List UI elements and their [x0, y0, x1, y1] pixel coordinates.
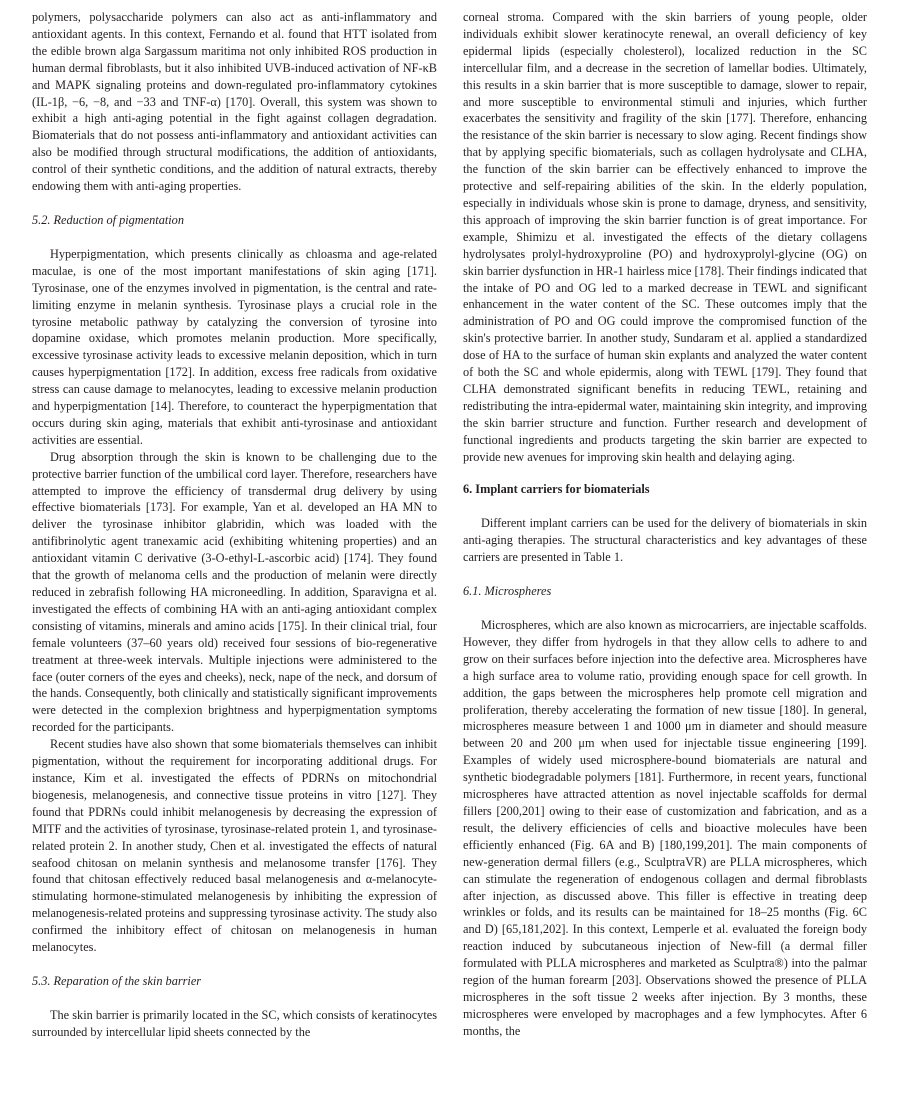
paragraph: The skin barrier is primarily located in the SC, which consists of keratinocytes surrounded by intercellular lipid sheets connected by the: [32, 1007, 437, 1039]
paragraph: Different implant carriers can be used for the delivery of biomaterials in skin anti-aging therapies. The structural characteristics and key advantages of these carriers are presented in Table 1.: [463, 516, 867, 565]
right-column: [463, 9, 867, 1040]
section-heading: 5.3. Reparation of the skin barrier: [32, 973, 202, 988]
subsection-heading: 6.1. Microspheres: [463, 584, 552, 599]
paragraph: Drug absorption through the skin is known to be challenging due to the protective barrier function of the umbilical cord layer. Therefore, researchers have attempted to improve the efficiency of transdermal drug delivery by using effective biomaterials [173]. For example, Yan et al. developed an HA MN to deliver the tyrosinase inhibitor glabridin, which was loaded with the antifibrinolytic agent tranexamic acid (exhibiting whitening properties) and an antioxidant vitamin C derivative (3-O-ethyl-L-ascorbic acid) [174]. They found that the growth of melanoma cells and the production of melanin were directly reduced in zebrafish following HA microneedling. In addition, Sparavigna et al. investigated the effects of combining HA with an anti-aging antioxidant complex consisting of vitamins, minerals and amino acids [175]. In their clinical trial, four female volunteers (37–60 years old) received four sessions of bio-regenerative treatment at three-week intervals. Multiple injections were administered to the face (outer corners of the eyes and cheeks), neck, nape of the neck, and dorsum of the hands. Consequently, both clinically and statistically significant improvements were detected in the complexion brightness and hyperpigmentation symptoms recorded for the participants.: [32, 449, 437, 735]
paragraph: Hyperpigmentation, which presents clinically as chloasma and age-related maculae, is one of the most important manifestations of skin aging [171]. Tyrosinase, one of the enzymes involved in pigmentation, is the central and rate-limiting enzyme in melanin synthesis. Tyrosinase plays a crucial role in the tyrosine metabolic pathway by catalyzing the conversion of tyrosine into dopamine oxidase, which promotes melanin production. More specifically, excessive tyrosinase activity leads to excessive melanin deposition, which in turn causes hyperpigmentation [172]. In addition, excess free radicals from oxidative stress can cause damage to melanocytes, leading to excessive melanin production and hyperpigmentation [14]. Therefore, to counteract the hyperpigmentation that occurs during skin aging, materials that exhibit anti-tyrosinase and antioxidant activities are essential.: [32, 246, 437, 447]
paragraph: Microspheres, which are also known as microcarriers, are injectable scaffolds. However, they differ from hydrogels in that they allow cells to adhere to and grow on their surfaces before injection into the defective area. Microspheres have a high surface area to volume ratio, providing enough space for cell growth. In addition, the gaps between the microspheres help promote cell migration and proliferation, thereby accelerating the formation of new tissue [180]. In general, microspheres measure between 1 and 1000 μm in diameter and should measure between 20 and 200 μm when used for injectable tissue engineering [199]. Examples of widely used microsphere-bound biomaterials are natural and synthetic biodegradable polymers [181]. Furthermore, in recent years, functional microspheres have attracted attention as novel injectable scaffolds for dermal fillers [200,201] owing to their ease of customization and fabrication, and as a result, the delivery efficiencies of cells and bioactive molecules have been efficiently enhanced (Fig. 6A and B) [180,199,201]. The main components of new-generation dermal fillers (e.g., SculptraVR) are PLLA microspheres, which can stimulate the regeneration of endogenous collagen and dermal fibroblasts after injection, as discussed above. This filler is effective in treating deep wrinkles or folds, and its results can be maintained for 18–25 months (Fig. 6C and D) [65,181,202]. In this context, Lemperle et al. evaluated the foreign body reaction induced by subcutaneous injection of New-fill (a dermal filler formulated with PLLA microspheres and marketed as Sculptra®) into the palmar region of the human forearm [203]. Observations showed the presence of PLLA microspheres in the soft tissue 2 weeks after injection. By 3 months, these microspheres were enveloped by macrophages and a few lymphocytes. After 6 months, the: [463, 618, 867, 1038]
section-heading: 5.2. Reduction of pigmentation: [32, 212, 184, 227]
paragraph: Recent studies have also shown that some biomaterials themselves can inhibit pigmentation, without the requirement for incorporating additional drugs. For instance, Kim et al. investigated the effects of PDRNs on mitochondrial biogenesis, melanogenesis, and connective tissue proteins in vitro [127]. They found that PDRNs could inhibit melanogenesis by decreasing the expression of MITF and the activities of tyrosinase, tyrosinase-related protein 1, and tyrosinase-related protein 2. In another study, Chen et al. investigated the effects of natural seafood chitosan on melanin synthesis and melanosome transfer [176]. They found that chitosan effectively reduced basal melanogenesis and α-melanocyte-stimulating hormone-stimulated melanogenesis by inhibiting the expression of melanogenesis-related proteins and suppressing tyrosinase activity. The study also confirmed the inhibitory effect of chitosan on melanogenesis in human melanocytes.: [32, 737, 437, 955]
paragraph: polymers, polysaccharide polymers can also act as anti-inflammatory and antioxidant agents. In this context, Fernando et al. found that HTT isolated from the edible brown alga Sargassum maritima not only inhibited ROS production in human dermal fibroblasts, but it also inhibited UVB-induced activation of NF-κB and MAPK signaling proteins and down-regulated pro-inflammatory cytokines (IL-1β, −6, −8, and −33 and TNF-α) [170]. Overall, this system was shown to exhibit a high anti-aging potential in the fight against collagen degradation. Biomaterials that do not possess anti-inflammatory and antioxidant activities can also be modified through structural modifications, the addition of antioxidants, control of their synthetic conditions, and the addition of natural extracts, thereby endowing them with anti-aging properties.: [32, 10, 437, 194]
paragraph: corneal stroma. Compared with the skin barriers of young people, older individuals exhibit slower keratinocyte renewal, an overall deficiency of key epidermal lipids (especially cholesterol), localized reduction in the SC intercellular film, and a decrease in the secretion of lamellar bodies. Ultimately, this results in a skin barrier that is more susceptible to damage, slower to repair, and more susceptible to environmental stimuli and injuries, which further exacerbates the sensitivity and fragility of the skin [177]. Therefore, enhancing the resistance of the skin barrier is necessary to slow aging. Recent findings show that by applying specific biomaterials, such as collagen hydrolysate and CLHA, the function of the skin barrier can be effectively enhanced to improve the protective and self-repairing abilities of the skin. In the elderly population, especially in individuals whose skin is prone to damage, dryness, and sensitivity, this approach of improving the skin barrier function is of great importance. For example, Shimizu et al. investigated the effects of the dietary collagens hydrolysates prolyl-hydroxyproline (PO) and hydroxyprolyl-glycine (OG) on skin barrier dysfunction in HR-1 hairless mice [178]. Their findings indicated that the intake of PO and OG led to a marked decrease in TEWL and significant enhancement in the water content of the SC. These outcomes imply that the administration of PO and OG could improve the compromised function of the skin's protective barrier. In another study, Sundaram et al. applied a standardized dose of HA to the surface of human skin explants and analyzed the water content of both the SC and whole epidermis, along with TEWL [179]. They found that CLHA demonstrated significant benefits in reducing TEWL, retaining and redistributing the intra-epidermal water, maintaining skin integrity, and improving the skin barrier structure and function. Further research and development of functional ingredients and products targeting the skin barrier are expected to provide new avenues for improving skin health and delaying aging.: [463, 10, 867, 464]
left-column: [32, 9, 437, 1041]
section-heading: 6. Implant carriers for biomaterials: [463, 482, 650, 497]
